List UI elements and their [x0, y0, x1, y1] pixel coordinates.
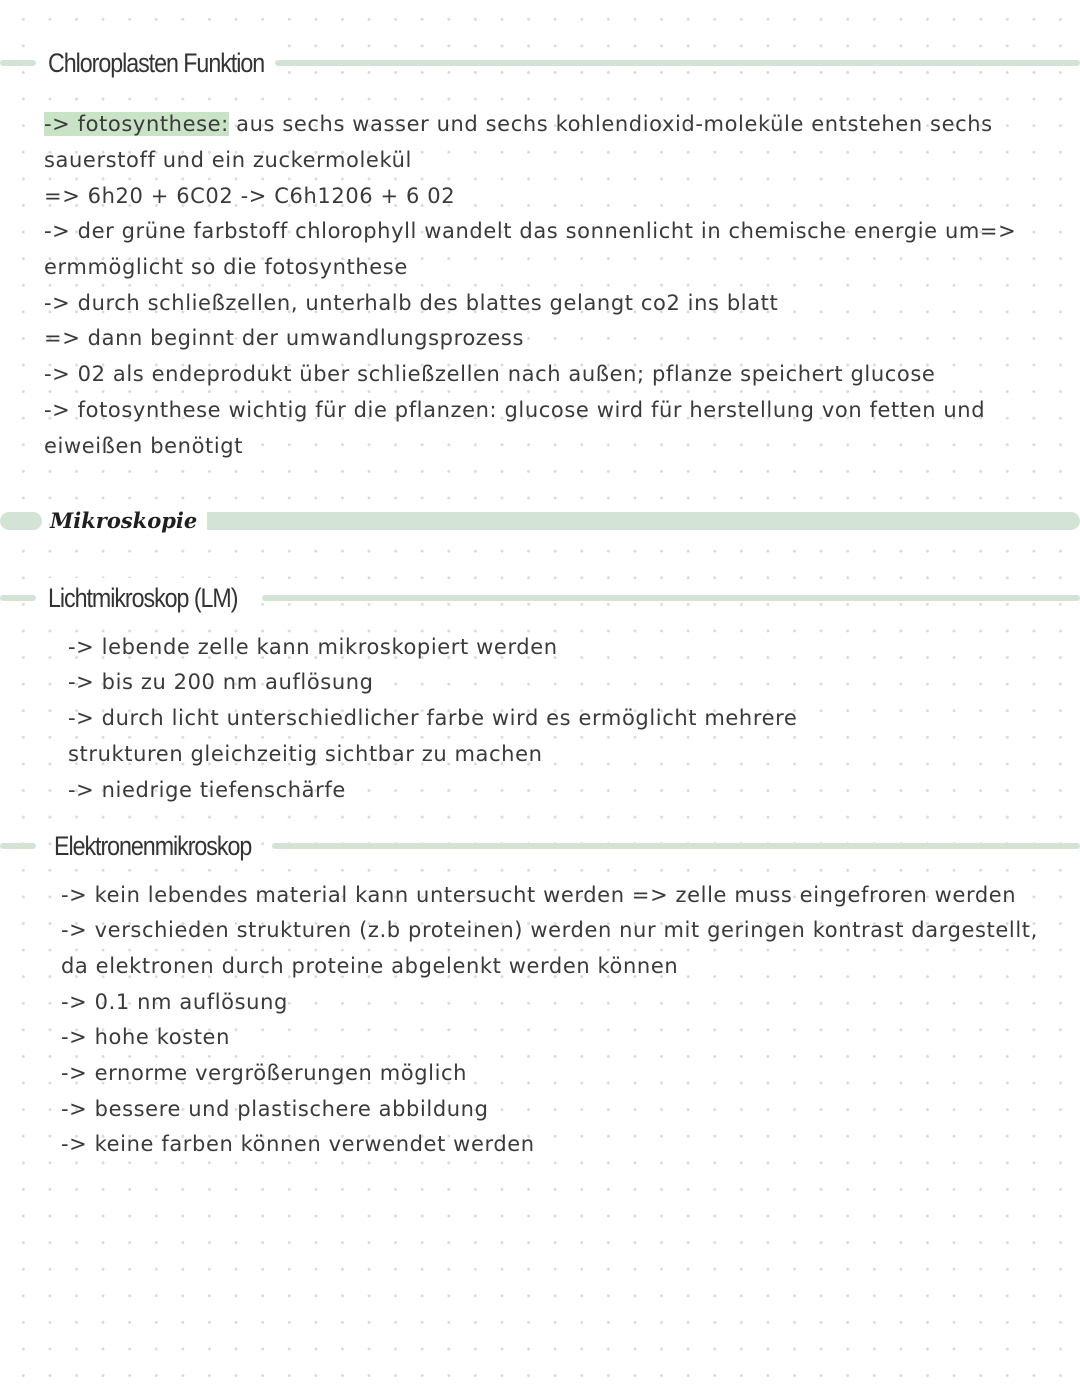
note-line: -> ernorme vergrößerungen möglich — [61, 1061, 468, 1085]
note-line: -> 02 als endeprodukt über schließzellen nach außen; pflanze speichert glucose — [44, 362, 936, 386]
note-line: -> durch schließzellen, unterhalb des blattes gelangt co2 ins blatt — [44, 291, 779, 315]
heading-title: Chloroplasten Funktion — [48, 43, 274, 83]
note-line: ermmöglicht so die fotosynthese — [44, 255, 408, 279]
note-line: -> fotosynthese wichtig für die pflanzen: glucose wird für herstellung von fetten und — [44, 398, 986, 422]
heading-rule — [262, 595, 1080, 601]
heading-accent-bar — [0, 60, 36, 66]
note-line: -> lebende zelle kann mikroskopiert werden — [68, 635, 558, 659]
note-line: sauerstoff und ein zuckermolekül — [44, 148, 412, 172]
highlighted-term: -> fotosynthese: — [44, 112, 229, 136]
note-line: eiweißen benötigt — [44, 434, 244, 458]
heading-accent-bar — [0, 843, 36, 849]
heading-accent-bar — [0, 595, 36, 601]
note-line: -> hohe kosten — [61, 1025, 230, 1049]
note-line: strukturen gleichzeitig sichtbar zu machen — [68, 742, 543, 766]
note-line: -> niedrige tiefenschärfe — [68, 778, 346, 802]
heading-elektronenmikroskop — [0, 826, 1080, 866]
heading-rule — [272, 843, 1080, 849]
note-line: -> kein lebendes material kann untersucht werden => zelle muss eingefroren werden — [61, 883, 1017, 907]
heading-chloroplasten — [0, 43, 1080, 83]
note-line: -> durch licht unterschiedlicher farbe wird es ermöglicht mehrere — [68, 706, 798, 730]
section-mikroskopie — [0, 501, 1080, 541]
heading-rule — [275, 60, 1080, 66]
note-line: -> bis zu 200 nm auflösung — [68, 670, 374, 694]
note-line: -> fotosynthese: aus sechs wasser und sechs kohlendioxid-moleküle entstehen sechs — [44, 112, 993, 136]
note-line: -> bessere und plastischere abbildung — [61, 1097, 489, 1121]
heading-lichtmikroskop — [0, 578, 1080, 618]
section-title: Mikroskopie — [50, 501, 207, 541]
section-accent-bar — [0, 512, 42, 530]
note-line: -> verschieden strukturen (z.b proteinen) werden nur mit geringen kontrast dargestellt, — [61, 918, 1038, 942]
heading-title: Elektronenmikroskop — [54, 826, 262, 866]
note-line: -> 0.1 nm auflösung — [61, 990, 288, 1014]
note-line: -> keine farben können verwendet werden — [61, 1132, 535, 1156]
heading-title: Lichtmikroskop (LM) — [48, 578, 248, 618]
note-line: => 6h20 + 6C02 -> C6h1206 + 6 02 — [44, 184, 456, 208]
note-line: da elektronen durch proteine abgelenkt werden können — [61, 954, 679, 978]
note-line: => dann beginnt der umwandlungsprozess — [44, 326, 525, 350]
section-rule — [200, 512, 1080, 530]
note-line: -> der grüne farbstoff chlorophyll wandelt das sonnenlicht in chemische energie um=> — [44, 219, 1017, 243]
